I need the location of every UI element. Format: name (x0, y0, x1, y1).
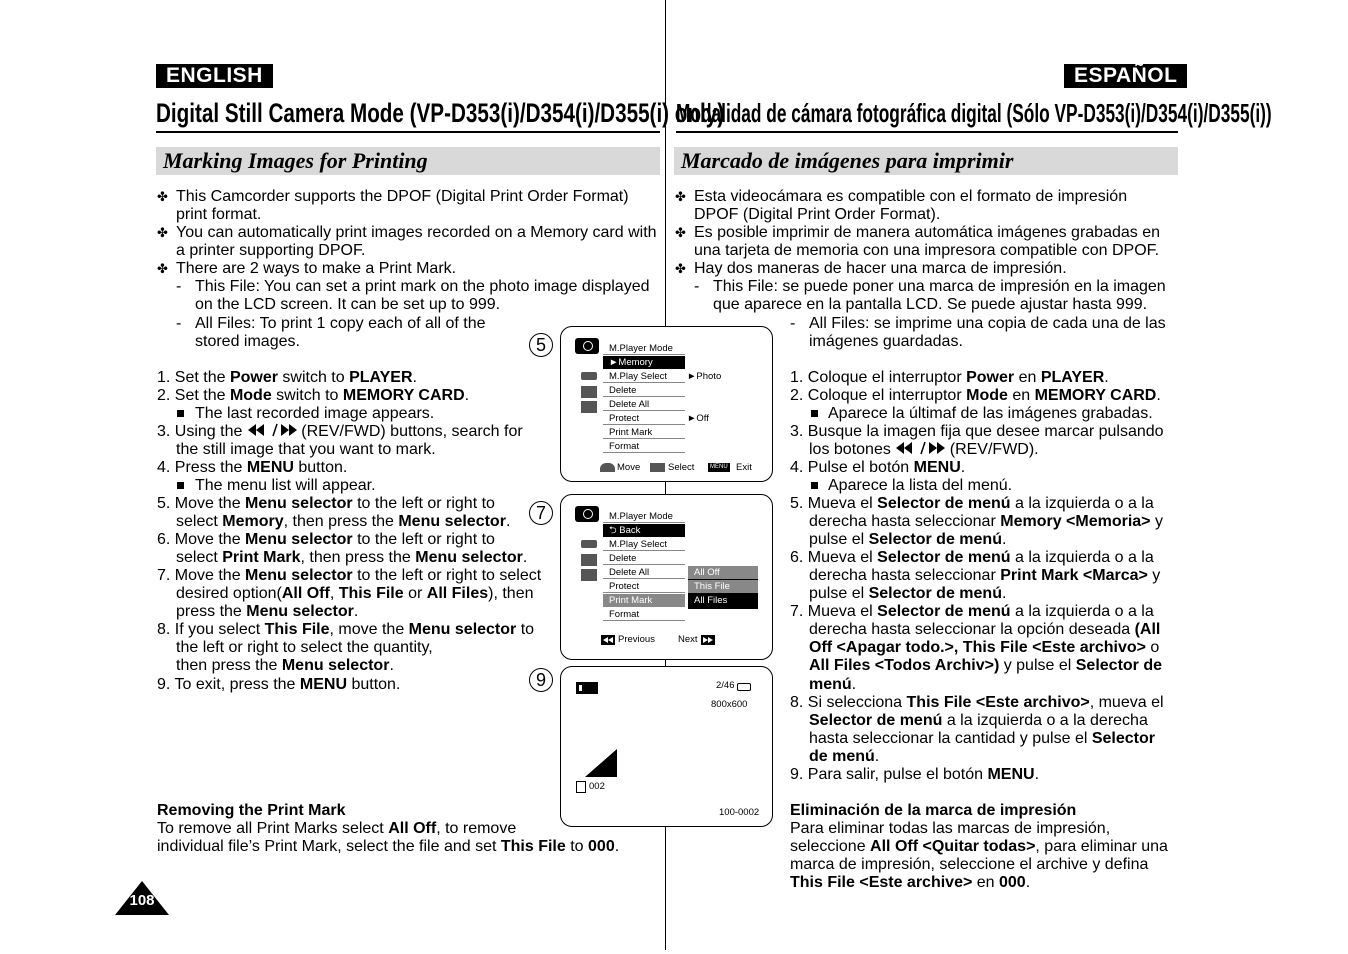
dash-marker: - (790, 315, 796, 332)
settings-icon (581, 569, 597, 581)
bullet-text: DPOF (Digital Print Order Format). (694, 206, 941, 223)
rev-fwd-icon (895, 441, 945, 455)
removing-text: individual file’s Print Mark, select the file and set This File to 000. (157, 838, 620, 855)
bullet-marker: ✤ (675, 189, 686, 204)
menu-item[interactable]: Delete All (603, 398, 685, 411)
step-1: 1. Coloque el interruptor Power en PLAYER. (790, 369, 1109, 386)
step-5-cont: derecha hasta seleccionar Memory <Memoria> y (809, 513, 1163, 530)
step-1: 1. Set the Power switch to PLAYER. (157, 369, 417, 386)
bullet-marker: ✤ (157, 225, 168, 240)
removing-text: This File <Este archive> en 000. (790, 874, 1031, 891)
step-8-cont: the left or right to select the quantity, (176, 639, 433, 656)
memory-card-icon (581, 372, 597, 380)
menu-item[interactable]: Format (603, 608, 685, 621)
print-count: 002 (589, 781, 605, 792)
step-6-cont: select Print Mark, then press the Menu selector. (176, 549, 528, 566)
menu-item[interactable]: Protect (603, 580, 685, 593)
square-bullet (177, 482, 184, 489)
dash-text: This File: You can set a print mark on the photo image displayed (195, 278, 650, 295)
previous-icon (601, 635, 615, 645)
step-9: 9. To exit, press the MENU button. (157, 676, 401, 693)
menu-item[interactable]: Protect (603, 412, 685, 425)
menu-item[interactable]: Delete (603, 384, 685, 397)
step-3-cont: los botones (REV/FWD). (809, 441, 1039, 458)
dash-text: on the LCD screen. It can be set up to 999. (195, 296, 501, 313)
step-4-note: Aparece la lista del menú. (828, 477, 1013, 494)
removing-text: Para eliminar todas las marcas de impresión, (790, 820, 1111, 837)
section-title: Marking Images for Printing (163, 148, 428, 173)
step-4: 4. Pulse el botón MENU. (790, 459, 966, 476)
delete-icon (581, 554, 597, 566)
removing-text: To remove all Print Marks select All Off, to remove (157, 820, 517, 837)
step-7-cont: press the Menu selector. (176, 603, 359, 620)
play-icon (585, 749, 619, 779)
dash-text: stored images. (195, 333, 300, 350)
lcd-screen-step7 (560, 494, 773, 660)
step-7-cont: desired option(All Off, This File or All Files), then (176, 585, 534, 602)
footer-next: Next (678, 634, 698, 645)
battery-icon (576, 682, 598, 694)
bullet-text: una tarjeta de memoria con una impresora compatible con DPOF. (694, 242, 1160, 259)
step-5: 5. Move the Menu selector to the left or right to (157, 495, 495, 512)
menu-item[interactable]: M.Play Select (603, 370, 685, 383)
language-tag-spanish: ESPAÑOL (1064, 64, 1187, 88)
bullet-marker: ✤ (157, 261, 168, 276)
bullet-marker: ✤ (675, 225, 686, 240)
step-8-cont: hasta seleccionar la cantidad y pulse el Selector (809, 730, 1155, 747)
step-number-circle: 5 (529, 333, 553, 357)
removing-text: seleccione All Off <Quitar todas>, para eliminar una (790, 838, 1168, 855)
menu-key-icon: MENU (710, 464, 728, 470)
submenu-item-all-off[interactable]: All Off (688, 566, 758, 579)
title-rule (156, 131, 660, 133)
page-title-spanish: Modalidad de cámara fotográfica digital (Sólo VP-D353(i)/D354(i)/D355(i)) (676, 98, 1272, 128)
removing-title: Removing the Print Mark (157, 802, 346, 819)
bullet-marker: ✤ (157, 189, 168, 204)
step-2-note: The last recorded image appears. (195, 405, 435, 422)
bullet-text: a printer supporting DPOF. (176, 242, 366, 259)
step-3: 3. Busque la imagen fija que desee marcar pulsando (790, 423, 1164, 440)
bullet-text: This Camcorder supports the DPOF (Digital Print Order Format) (176, 188, 629, 205)
bullet-text: There are 2 ways to make a Print Mark. (176, 260, 457, 277)
step-3-cont: the still image that you want to mark. (176, 441, 436, 458)
step-2: 2. Set the Mode switch to MEMORY CARD. (157, 387, 470, 404)
footer-previous: Previous (618, 634, 655, 645)
submenu-item-all-files[interactable]: All Files (694, 595, 728, 606)
dash-marker: - (694, 278, 700, 295)
camera-mode-icon (575, 338, 599, 354)
square-bullet (811, 410, 818, 417)
submenu-value: ►Off (687, 413, 709, 424)
step-2-note: Aparece la últimaf de las imágenes grabadas. (828, 405, 1153, 422)
step-9: 9. Para salir, pulse el botón MENU. (790, 766, 1040, 783)
menu-header: M.Player Mode (603, 342, 685, 355)
dash-text: que aparece en la pantalla LCD. Se puede ajustar hasta 999. (713, 296, 1148, 313)
step-7-cont: menú. (809, 676, 857, 693)
move-icon (600, 463, 615, 472)
page-number-badge (114, 880, 170, 916)
step-6: 6. Move the Menu selector to the left or right to (157, 531, 495, 548)
footer-move: Move (617, 462, 641, 473)
step-4: 4. Press the MENU button. (157, 459, 348, 476)
step-7: 7. Mueva el Selector de menú a la izquierda o a la (790, 603, 1154, 620)
lcd-screen-step5 (560, 326, 773, 482)
step-6: 6. Mueva el Selector de menú a la izquierda o a la (790, 549, 1154, 566)
menu-item[interactable]: M.Play Select (603, 538, 685, 551)
next-icon (701, 635, 715, 645)
lcd-screen-step9 (560, 666, 773, 827)
submenu-panel (688, 566, 758, 609)
bullet-text: Hay dos maneras de hacer una marca de impresión. (694, 260, 1067, 277)
rev-fwd-icon (247, 423, 297, 437)
step-7: 7. Move the Menu selector to the left or right to select (157, 567, 542, 584)
bullet-text: Es posible imprimir de manera automática imágenes grabadas en (694, 224, 1161, 241)
step-5: 5. Mueva el Selector de menú a la izquierda o a la (790, 495, 1154, 512)
step-8: 8. If you select This File, move the Menu selector to (157, 621, 535, 638)
bullet-marker: ✤ (675, 261, 686, 276)
dash-text: This File: se puede poner una marca de impresión en la imagen (713, 278, 1166, 295)
image-resolution: 800x600 (711, 699, 748, 710)
section-title: Marcado de imágenes para imprimir (681, 148, 1014, 173)
submenu-item-this-file[interactable]: This File (688, 580, 758, 593)
menu-item[interactable]: Delete All (603, 566, 685, 579)
section-bar-english (156, 147, 660, 175)
menu-header: M.Player Mode (603, 510, 685, 523)
step-8-cont: Selector de menú a la izquierda o a la derecha (809, 712, 1148, 729)
step-6-cont: pulse el Selector de menú. (809, 585, 1007, 602)
title-rule (676, 131, 1178, 133)
dash-marker: - (176, 278, 182, 295)
file-number: 100-0002 (719, 807, 760, 818)
step-3: 3. Using the (REV/FWD) buttons, search for (157, 423, 523, 440)
dash-text: All Files: To print 1 copy each of all of the (195, 315, 486, 332)
step-7-cont: All Files <Todos Archiv>) y pulse el Selector de (809, 657, 1163, 674)
language-tag-english: ENGLISH (156, 64, 273, 88)
dash-marker: - (176, 315, 182, 332)
camera-mode-icon (575, 506, 599, 522)
step-4-note: The menu list will appear. (195, 477, 376, 494)
step-8-cont: de menú. (809, 748, 880, 765)
memory-card-icon (737, 683, 751, 691)
step-number-circle: 7 (529, 501, 553, 525)
menu-item-print-mark[interactable]: Print Mark (603, 594, 685, 607)
step-7-cont: Off <Apagar todo.>, This File <Este archivo> o (809, 639, 1160, 656)
step-8-cont: then press the Menu selector. (176, 657, 394, 674)
bullet-text: You can automatically print images recorded on a Memory card with (176, 224, 657, 241)
menu-item[interactable]: Print Mark (603, 426, 685, 439)
select-icon (650, 463, 665, 472)
step-7-cont: derecha hasta seleccionar la opción deseada (All (809, 621, 1161, 638)
dash-text: All Files: se imprime una copia de cada una de las (809, 315, 1166, 332)
dash-text: imágenes guardadas. (809, 333, 963, 350)
page-title-english: Digital Still Camera Mode (VP-D353(i)/D354(i)/D355(i) only) (156, 98, 725, 128)
delete-icon (581, 386, 597, 398)
footer-select: Select (668, 462, 695, 473)
removing-title: Eliminación de la marca de impresión (790, 802, 1077, 819)
footer-exit: Exit (736, 462, 752, 473)
menu-item[interactable]: Delete (603, 552, 685, 565)
image-counter: 2/46 (716, 680, 735, 691)
step-2: 2. Coloque el interruptor Mode en MEMORY CARD. (790, 387, 1161, 404)
bullet-text: Esta videocámara es compatible con el formato de impresión (694, 188, 1128, 205)
step-number-circle: 9 (529, 668, 553, 692)
step-8: 8. Si selecciona This File <Este archivo>, mueva el (790, 694, 1164, 711)
submenu-value: ►Photo (687, 371, 722, 382)
step-5-cont: pulse el Selector de menú. (809, 531, 1007, 548)
step-5-cont: select Memory, then press the Menu selector. (176, 513, 511, 530)
section-bar-spanish (674, 147, 1178, 175)
menu-item-memory[interactable]: ►Memory (603, 356, 685, 369)
menu-item[interactable]: Format (603, 440, 685, 453)
page-number: 108 (129, 892, 155, 909)
square-bullet (177, 410, 184, 417)
square-bullet (811, 482, 818, 489)
settings-icon (581, 401, 597, 413)
print-mark-icon (576, 781, 586, 793)
memory-card-icon (581, 540, 597, 548)
step-6-cont: derecha hasta seleccionar Print Mark <Marca> y (809, 567, 1161, 584)
bullet-text: print format. (176, 206, 262, 223)
menu-item-back[interactable]: ⮌ Back (603, 524, 685, 537)
removing-text: marca de impresión, seleccione el archive y defina (790, 856, 1149, 873)
